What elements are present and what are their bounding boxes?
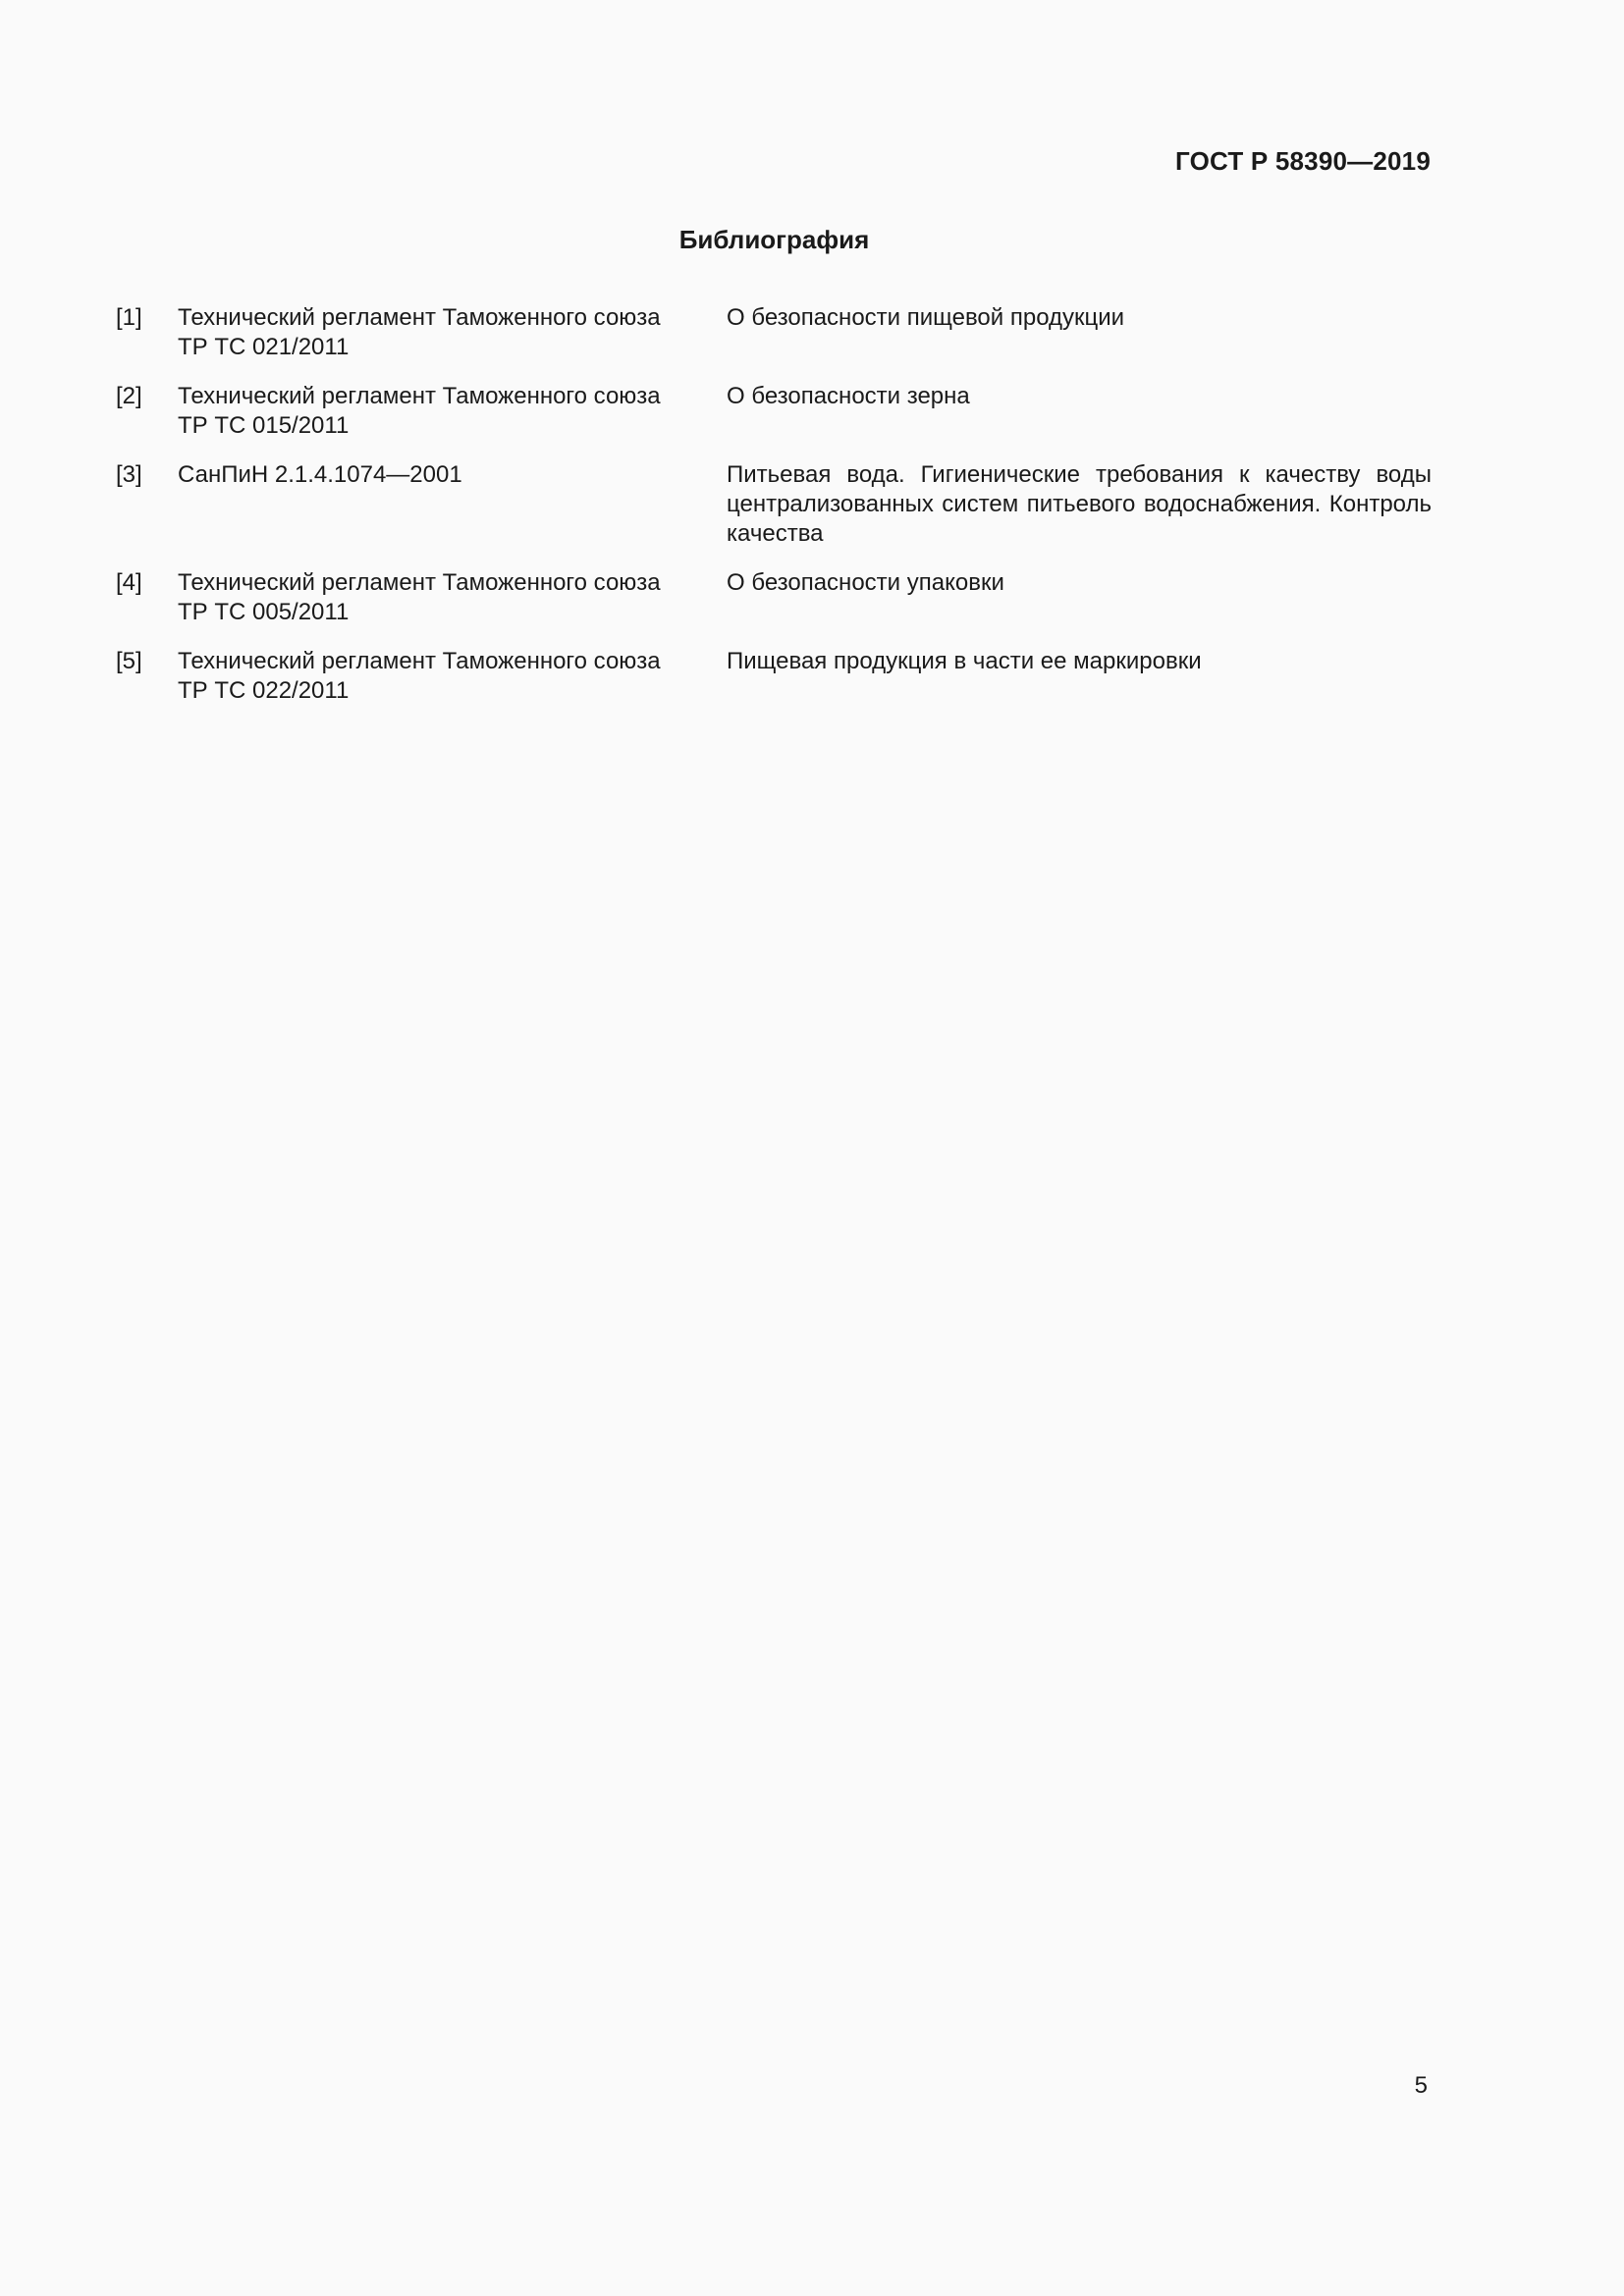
entry-title: О безопасности упаковки [727, 569, 1004, 596]
entry-number: [1] [116, 304, 142, 331]
entry-document: Технический регламент Таможенного союза ТР ТС 021/2011 [178, 304, 661, 360]
entry-number: [5] [116, 648, 142, 674]
bibliography-list [116, 303, 1432, 725]
bibliography-entry [116, 460, 1432, 549]
entry-title: О безопасности зерна [727, 383, 970, 409]
entry-document: СанПиН 2.1.4.1074—2001 [178, 461, 462, 488]
bibliography-entry [116, 303, 1432, 362]
bibliography-entry [116, 568, 1432, 627]
entry-title: Питьевая вода. Гигиенические требования к качеству воды централизованных систем питьевого водоснабжения. Контроль качества [727, 461, 1432, 547]
entry-number: [3] [116, 461, 142, 488]
bibliography-entry [116, 647, 1432, 706]
entry-number: [2] [116, 383, 142, 409]
entry-document: Технический регламент Таможенного союза ТР ТС 005/2011 [178, 569, 661, 625]
entry-title: Пищевая продукция в части ее маркировки [727, 648, 1202, 674]
bibliography-entry [116, 382, 1432, 441]
entry-title: О безопасности пищевой продукции [727, 304, 1125, 331]
entry-document: Технический регламент Таможенного союза ТР ТС 015/2011 [178, 383, 661, 439]
section-title: Библиография [678, 225, 870, 254]
page-number: 5 [1414, 2072, 1428, 2099]
entry-number: [4] [116, 569, 142, 596]
document-code: ГОСТ Р 58390—2019 [1175, 146, 1431, 176]
entry-document: Технический регламент Таможенного союза ТР ТС 022/2011 [178, 648, 661, 704]
